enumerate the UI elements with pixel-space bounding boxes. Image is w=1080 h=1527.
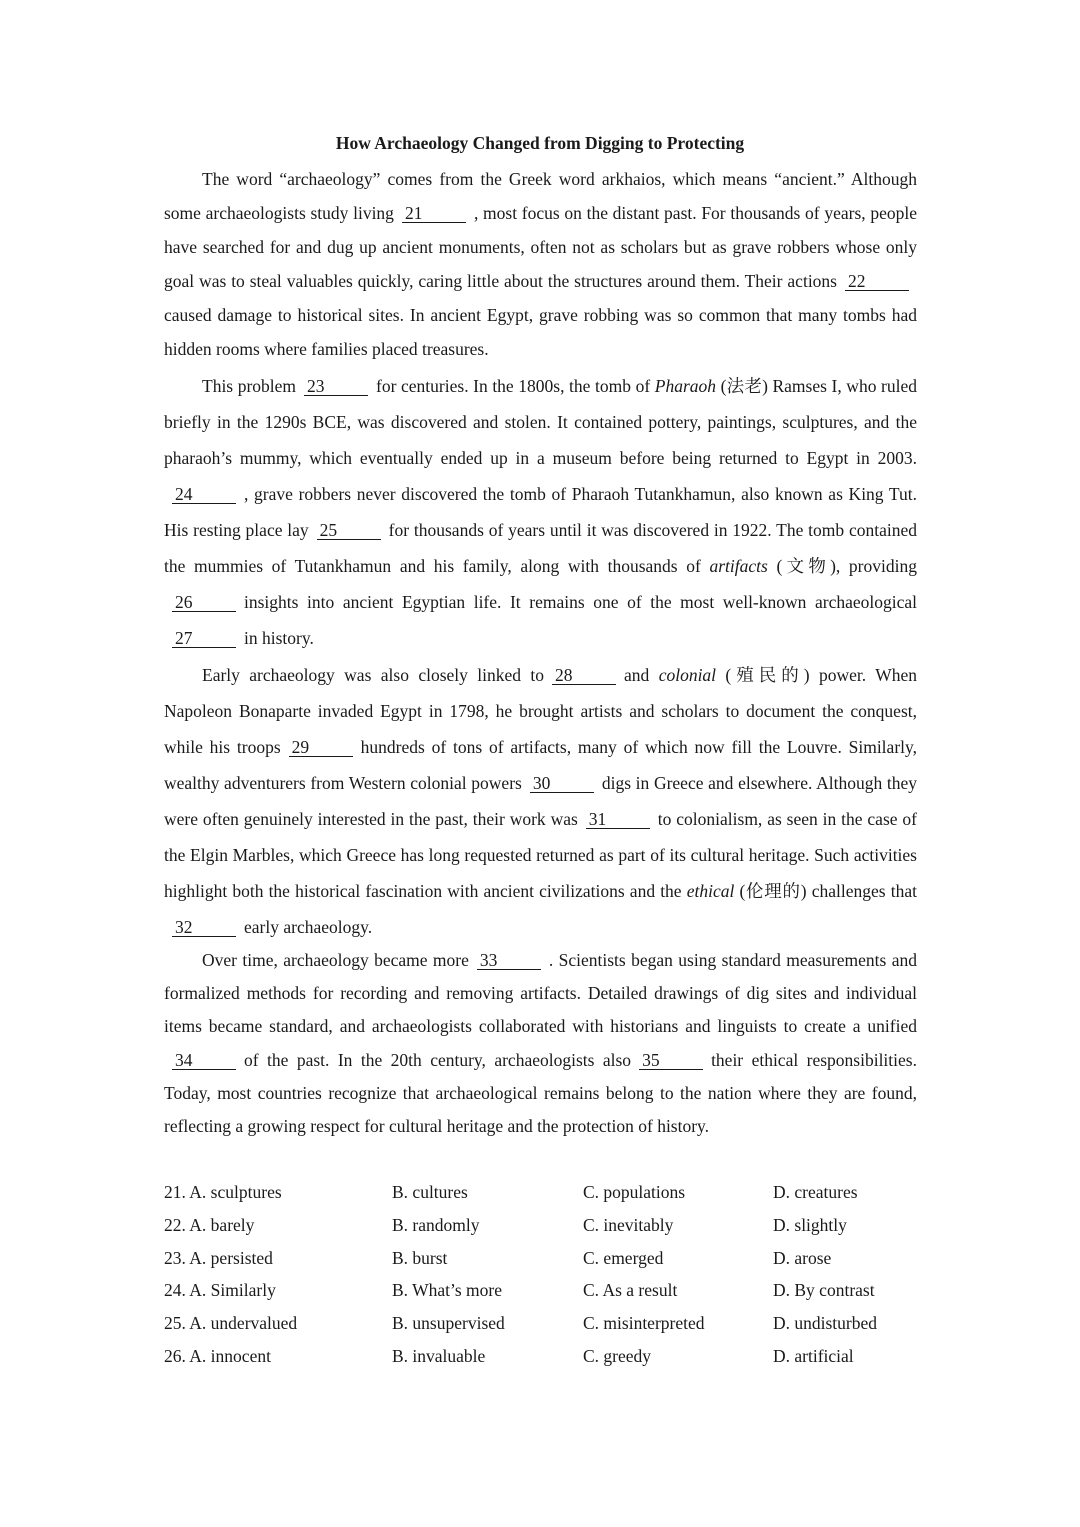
option-22-b: B. randomly <box>392 1214 480 1235</box>
option-22-a: 22. A. barely <box>164 1214 255 1235</box>
option-22-d: D. slightly <box>773 1214 847 1235</box>
option-25-d: D. undisturbed <box>773 1313 878 1334</box>
question-row-24 <box>164 1275 924 1308</box>
blank-26: 26 <box>172 593 236 612</box>
passage-text: digs in Greece and elsewhere. Although they were often genuinely interested in the past, their work was <box>164 773 917 829</box>
option-24-b: B. What’s more <box>392 1280 503 1301</box>
passage-text: of the past. In the 20th century, archaeologists also <box>244 1049 632 1070</box>
option-25-b: B. unsupervised <box>392 1313 505 1334</box>
paragraph-2 <box>164 368 917 656</box>
question-row-26 <box>164 1341 924 1374</box>
question-row-25 <box>164 1308 924 1341</box>
blank-33: 33 <box>477 951 541 970</box>
answer-options <box>164 1177 924 1374</box>
option-26-a: 26. A. innocent <box>164 1345 271 1366</box>
passage-text: hundreds of tons of artifacts, many of which now fill the Louvre. Similarly, wealthy adventurers from Western colonial powers <box>164 737 917 793</box>
passage-text: in history. <box>244 628 314 648</box>
option-23-a: 23. A. persisted <box>164 1247 273 1268</box>
italic-term: Pharaoh <box>654 376 717 396</box>
italic-term: colonial <box>658 665 717 685</box>
option-25-c: C. misinterpreted <box>583 1313 705 1334</box>
option-21-a: 21. A. sculptures <box>164 1182 282 1202</box>
option-22-c: C. inevitably <box>583 1214 674 1235</box>
option-21-c: C. populations <box>583 1182 686 1202</box>
paragraph-4 <box>164 944 917 1143</box>
option-25-a: 25. A. undervalued <box>164 1313 298 1334</box>
blank-22: 22 <box>845 272 909 291</box>
option-26-b: B. invaluable <box>392 1345 486 1366</box>
passage-text: . Scientists began using standard measurements and formalized methods for recording and removing artifacts. Detailed drawings of dig sites and individual items became standard, and archaeologists collaborated with historians and linguists to create a unified <box>164 950 918 1037</box>
passage-text: (法老) Ramses I, who ruled briefly in the 1290s BCE, was discovered and stolen. It contained pottery, paintings, sculptures, and the pharaoh’s mummy, which eventually ended up in a museum before being returned to Egypt in 2003. <box>164 376 917 468</box>
option-23-d: D. arose <box>773 1247 832 1268</box>
passage-text: (伦理的) challenges that <box>734 881 917 901</box>
blank-25: 25 <box>317 521 381 540</box>
passage-text: , grave robbers never discovered the tomb of Pharaoh Tutankhamun, also known as King Tut. His resting place lay <box>164 484 917 540</box>
passage-text: Early archaeology was also closely linked to <box>202 665 545 685</box>
option-21-d: D. creatures <box>773 1182 858 1202</box>
option-24-c: C. As a result <box>583 1280 678 1301</box>
passage-text: insights into ancient Egyptian life. It remains one of the most well-known archaeological <box>244 592 917 612</box>
passage-title: How Archaeology Changed from Digging to Protecting <box>335 133 745 153</box>
passage-text: for thousands of years until it was discovered in 1922. The tomb contained the mummies of Tutankhamun and his family, along with thousands of <box>164 520 917 576</box>
blank-29: 29 <box>289 738 353 757</box>
passage-text: (文物), providing <box>767 556 917 576</box>
passage-text: their ethical responsibilities. Today, most countries recognize that archaeological remains belong to the nation where they are found, reflecting a growing respect for cultural heritage and the protection of history. <box>164 1049 917 1137</box>
blank-21: 21 <box>402 204 466 223</box>
blank-24: 24 <box>172 485 236 504</box>
passage-text: , most focus on the distant past. For thousands of years, people have searched for and dug up ancient monuments, often not as scholars but as grave robbers whose only goal was to steal valuables quickly, caring little about the structures around them. Their actions <box>164 203 917 291</box>
blank-34: 34 <box>172 1051 236 1070</box>
option-26-c: C. greedy <box>583 1345 652 1366</box>
question-row-22 <box>164 1210 924 1243</box>
passage-text: for centuries. In the 1800s, the tomb of <box>376 376 655 396</box>
option-23-b: B. burst <box>392 1247 448 1268</box>
option-26-d: D. artificial <box>773 1345 854 1366</box>
italic-term: artifacts <box>709 556 768 576</box>
blank-23: 23 <box>304 377 368 396</box>
passage-text: This problem <box>202 376 297 396</box>
blank-27: 27 <box>172 629 236 648</box>
option-24-d: D. By contrast <box>773 1280 875 1301</box>
blank-32: 32 <box>172 918 236 937</box>
question-row-23 <box>164 1243 924 1276</box>
passage-text: Over time, archaeology became more <box>202 950 469 970</box>
blank-35: 35 <box>639 1051 703 1070</box>
option-21-b: B. cultures <box>392 1182 468 1202</box>
passage-text: and <box>624 665 659 685</box>
passage-text: The word “archaeology” comes from the Greek word arkhaios, which means “ancient.” Although some archaeologists study living <box>164 169 917 223</box>
paragraph-1 <box>164 162 917 366</box>
passage-text: to colonialism, as seen in the case of the Elgin Marbles, which Greece has long requested returned as part of its cultural heritage. Such activities highlight both the historical fascination with ancient civilizations and the <box>164 809 917 901</box>
paragraph-3 <box>164 657 917 945</box>
passage-text: caused damage to historical sites. In ancient Egypt, grave robbing was so common that many tombs had hidden rooms where families placed treasures. <box>164 305 917 359</box>
passage-text: early archaeology. <box>244 917 373 937</box>
blank-28: 28 <box>552 666 616 685</box>
passage-text: (殖民的) power. When Napoleon Bonaparte invaded Egypt in 1798, he brought artists and scholars to document the conquest, while his troops <box>164 665 917 757</box>
question-row-21 <box>164 1177 924 1210</box>
italic-term: ethical <box>686 881 735 901</box>
option-24-a: 24. A. Similarly <box>164 1280 276 1301</box>
blank-31: 31 <box>586 810 650 829</box>
blank-30: 30 <box>530 774 594 793</box>
option-23-c: C. emerged <box>583 1247 664 1268</box>
